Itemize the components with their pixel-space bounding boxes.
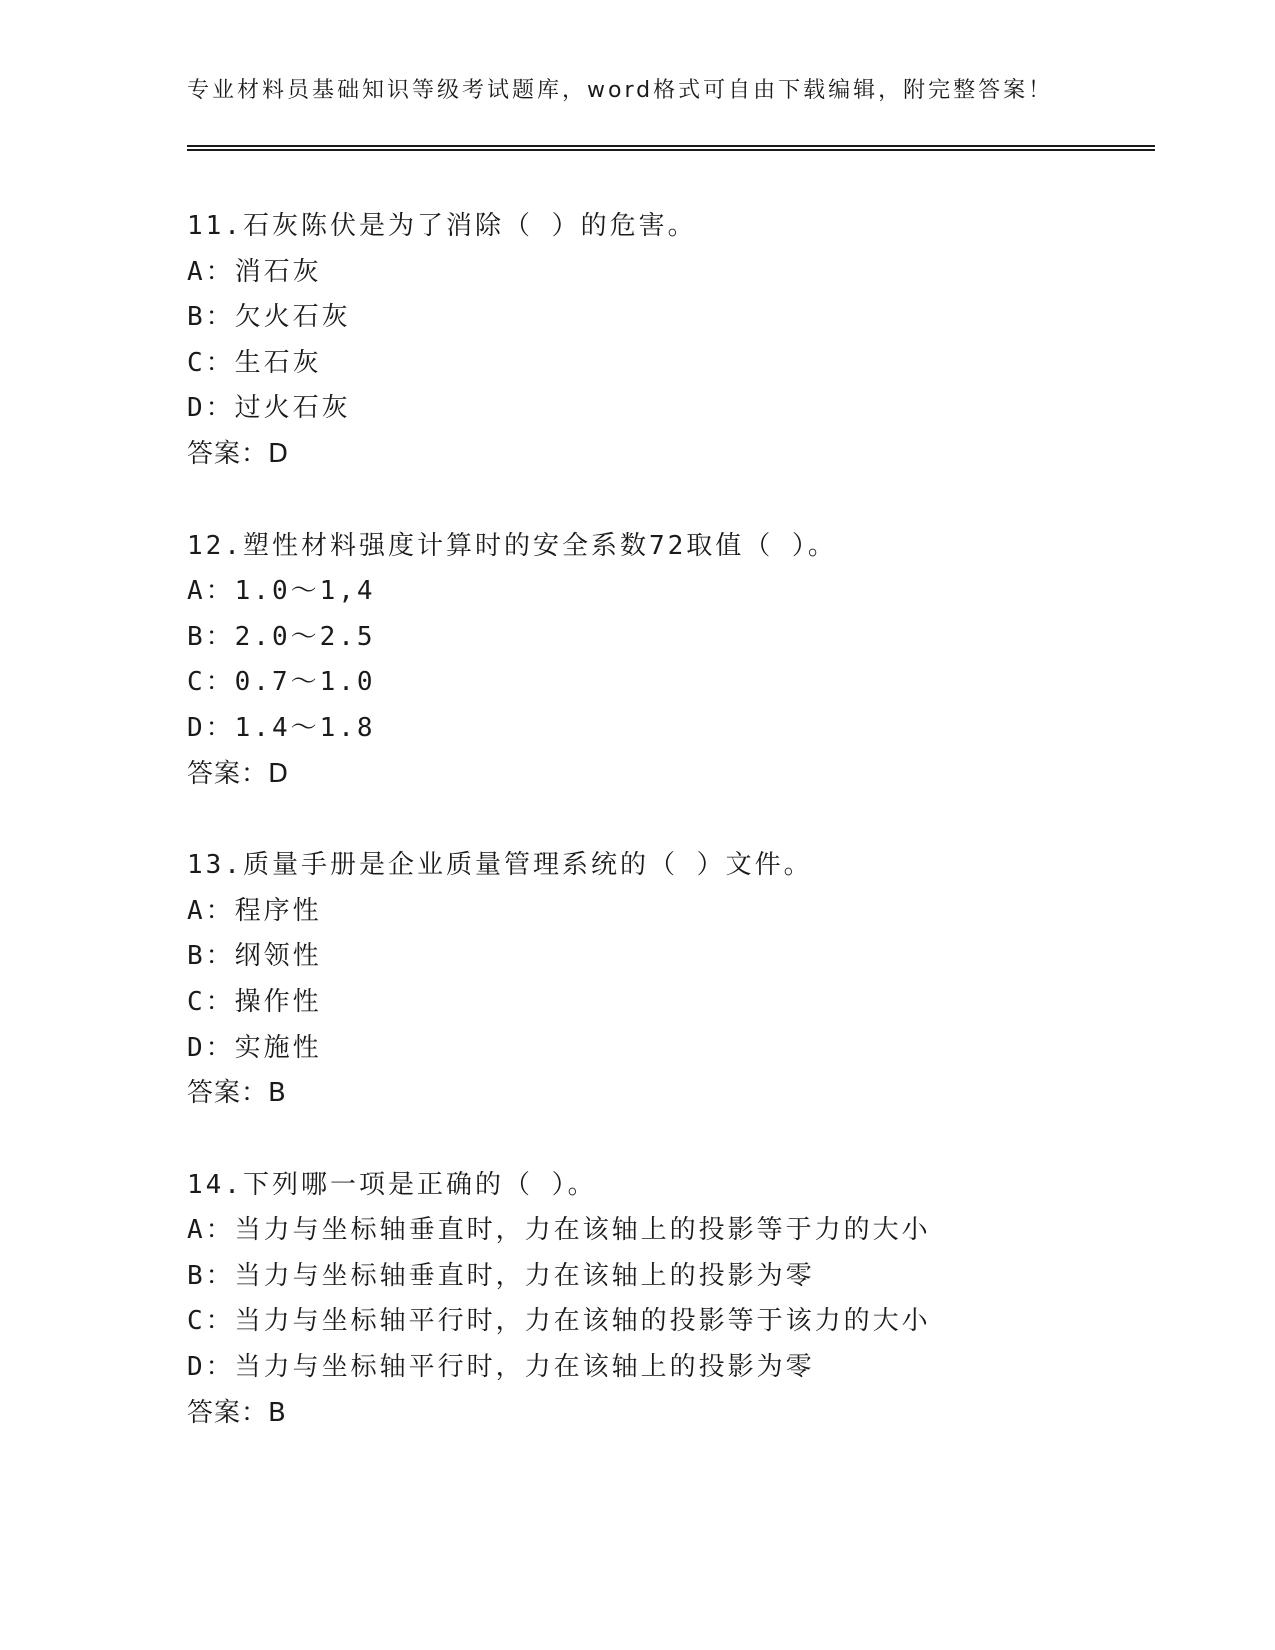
question-stem: 12.塑性材料强度计算时的安全系数72取值（ ）。 (187, 530, 837, 561)
option-d: D：1.4～1.8 (187, 712, 376, 743)
question-11 (187, 204, 1155, 478)
option-a: A：1.0～1,4 (187, 576, 376, 607)
option-b: B：2.0～2.5 (187, 621, 376, 652)
page-header: 专业材料员基础知识等级考试题库，word格式可自由下载编辑，附完整答案！ (187, 78, 1054, 103)
option-b: B：纲领性 (187, 941, 322, 972)
question-list (187, 204, 1155, 1482)
question-12 (187, 524, 1155, 798)
option-c: C：操作性 (187, 986, 322, 1017)
answer: 答案：D (187, 758, 290, 789)
option-d: D：当力与坐标轴平行时，力在该轴上的投影为零 (187, 1352, 815, 1383)
option-d: D：实施性 (187, 1032, 322, 1063)
question-stem: 14.下列哪一项是正确的（ ）。 (187, 1169, 597, 1200)
answer: 答案：B (187, 1078, 287, 1109)
option-b: B：欠火石灰 (187, 302, 351, 333)
option-a: A：程序性 (187, 895, 322, 926)
question-stem: 13.质量手册是企业质量管理系统的（ ）文件。 (187, 850, 813, 881)
option-c: C：生石灰 (187, 347, 322, 378)
option-a: A：当力与坐标轴垂直时，力在该轴上的投影等于力的大小 (187, 1215, 931, 1246)
question-stem: 11.石灰陈伏是为了消除（ ）的危害。 (187, 211, 697, 241)
option-a: A：消石灰 (187, 256, 322, 287)
option-c: C：当力与坐标轴平行时，力在该轴的投影等于该力的大小 (187, 1306, 931, 1337)
answer: 答案：D (187, 438, 290, 469)
option-d: D：过火石灰 (187, 393, 351, 424)
document-page (187, 0, 1155, 1650)
question-13 (187, 843, 1155, 1117)
header-double-rule (187, 145, 1155, 151)
option-b: B：当力与坐标轴垂直时，力在该轴上的投影为零 (187, 1260, 815, 1291)
answer: 答案：B (187, 1397, 287, 1428)
question-14 (187, 1163, 1155, 1437)
option-c: C：0.7～1.0 (187, 667, 376, 698)
